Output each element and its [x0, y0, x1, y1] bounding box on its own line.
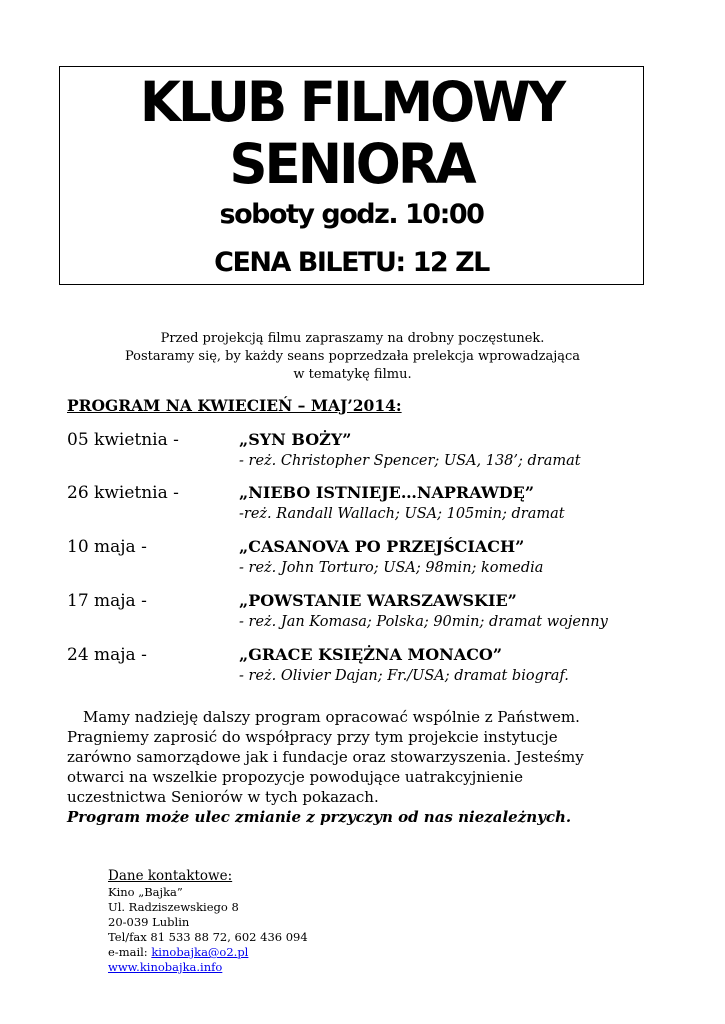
club-title-line2: SENIORA: [229, 132, 474, 197]
film-title: „CASANOVA PO PRZEJŚCIACH”: [239, 537, 525, 556]
film-title: „NIEBO ISTNIEJE…NAPRAWDĘ”: [239, 483, 535, 502]
film-details: - reż. Jan Komasa; Polska; 90min; dramat wojenny: [239, 614, 608, 630]
phone-number: Tel/fax 81 533 88 72, 602 436 094: [108, 930, 308, 944]
screening-date: 24 maja -: [67, 645, 147, 665]
contact-block: [108, 868, 308, 975]
closing-line: otwarci na wszelkie propozycje powodujące uatrakcyjnienie: [67, 768, 523, 786]
intro-paragraph: [60, 330, 645, 384]
email-label: e-mail:: [108, 945, 152, 959]
film-details: -reż. Randall Wallach; USA; 105min; dramat: [239, 506, 565, 522]
closing-line: Pragniemy zaprosić do współpracy przy tym projekcie instytucje: [67, 728, 558, 746]
screening-date: 17 maja -: [67, 591, 147, 611]
closing-line: uczestnictwa Seniorów w tych pokazach.: [67, 788, 379, 806]
ticket-price: CENA BILETU: 12 ZL: [214, 247, 489, 278]
film-details: - reż. Olivier Dajan; Fr./USA; dramat biograf.: [239, 668, 569, 684]
cinema-name: Kino „Bajka”: [108, 885, 183, 899]
schedule-text: soboty godz. 10:00: [219, 199, 484, 230]
title-box: [59, 66, 644, 285]
email-row: [108, 945, 308, 960]
program-heading: PROGRAM NA KWIECIEŃ – MAJ’2014:: [67, 396, 402, 415]
film-details: - reż. Christopher Spencer; USA, 138’; dramat: [239, 453, 581, 469]
film-title: „POWSTANIE WARSZAWSKIE”: [239, 591, 517, 610]
intro-line: w tematykę filmu.: [293, 367, 412, 382]
closing-paragraph: [67, 707, 667, 827]
change-notice: Program może ulec zmianie z przyczyn od nas niezależnych.: [67, 808, 572, 826]
intro-line: Przed projekcją filmu zapraszamy na drobny poczęstunek.: [160, 331, 545, 346]
screening-date: 26 kwietnia -: [67, 483, 179, 503]
closing-line: Mamy nadzieję dalszy program opracować wspólnie z Państwem.: [83, 708, 580, 726]
film-title: „SYN BOŻY”: [239, 430, 352, 449]
screening-date: 05 kwietnia -: [67, 430, 179, 450]
street-address: Ul. Radziszewskiego 8: [108, 900, 239, 914]
website-link[interactable]: www.kinobajka.info: [108, 960, 223, 974]
film-details: - reż. John Torturo; USA; 98min; komedia: [239, 560, 544, 576]
screening-date: 10 maja -: [67, 537, 147, 557]
club-title-line1: KLUB FILMOWY: [139, 70, 564, 135]
closing-line: zarówno samorządowe jak i fundacje oraz stowarzyszenia. Jesteśmy: [67, 748, 584, 766]
city-address: 20-039 Lublin: [108, 915, 190, 929]
intro-line: Postaramy się, by każdy seans poprzedzała prelekcja wprowadzająca: [124, 349, 581, 364]
contact-heading: Dane kontaktowe:: [108, 868, 233, 884]
film-title: „GRACE KSIĘŻNA MONACO”: [239, 645, 503, 664]
email-link[interactable]: kinobajka@o2.pl: [151, 945, 249, 959]
